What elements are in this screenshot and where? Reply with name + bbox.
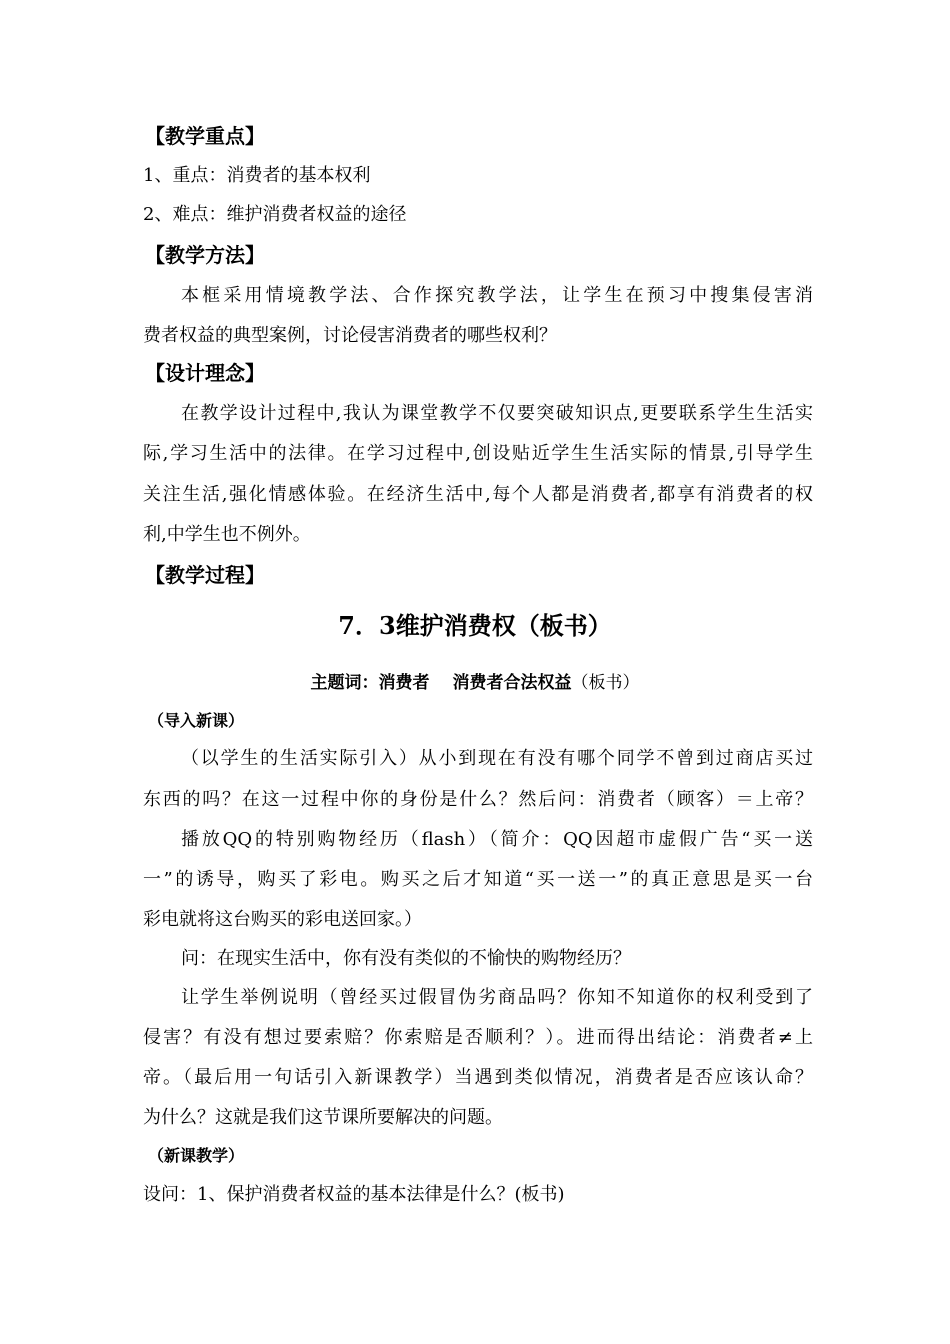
paragraph-line: 侵害？有没有想过要索赔？你索赔是否顺利？）。进而得出结论：消费者≠上 bbox=[143, 1027, 813, 1048]
lesson-theme-note: （板书） bbox=[571, 673, 640, 693]
paragraph-line: 问：在现实生活中，你有没有类似的不愉快的购物经历？ bbox=[181, 948, 631, 969]
paragraph-line: 一”的诱导，购买了彩电。购买之后才知道“买一送一”的真正意思是买一台 bbox=[143, 869, 813, 890]
paragraph-line: 东西的吗？在这一过程中你的身份是什么？然后问：消费者（顾客）＝上帝？ bbox=[143, 789, 813, 810]
lesson-theme bbox=[0, 671, 950, 695]
paragraph-line: 费者权益的典型案例，讨论侵害消费者的哪些权利？ bbox=[143, 325, 557, 346]
heading-new-lesson: （新课教学） bbox=[148, 1146, 245, 1165]
paragraph-line: 在教学设计过程中,我认为课堂教学不仅要突破知识点,更要联系学生生活实 bbox=[181, 403, 813, 424]
paragraph-line: 利,中学生也不例外。 bbox=[143, 524, 311, 545]
heading-key-points: 【教学重点】 bbox=[145, 124, 265, 148]
key-point-item: 2、难点：维护消费者权益的途径 bbox=[143, 204, 407, 225]
paragraph-line: 让学生举例说明（曾经买过假冒伪劣商品吗？你知不知道你的权利受到了 bbox=[181, 987, 813, 1008]
paragraph-line: 际,学习生活中的法律。在学习过程中,创设贴近学生生活实际的情景,引导学生 bbox=[143, 443, 813, 464]
heading-process: 【教学过程】 bbox=[145, 563, 265, 587]
paragraph-line: 关注生活,强化情感体验。在经济生活中,每个人都是消费者,都享有消费者的权 bbox=[143, 484, 813, 505]
paragraph-line: 本框采用情境教学法、合作探究教学法，让学生在预习中搜集侵害消 bbox=[181, 285, 813, 306]
heading-design: 【设计理念】 bbox=[145, 361, 265, 385]
heading-method: 【教学方法】 bbox=[145, 243, 265, 267]
key-point-item: 1、重点：消费者的基本权利 bbox=[143, 165, 371, 186]
paragraph-line: （以学生的生活实际引入）从小到现在有没有哪个同学不曾到过商店买过 bbox=[181, 748, 813, 769]
question-line: 设问：1、保护消费者权益的基本法律是什么？(板书) bbox=[143, 1184, 565, 1205]
heading-intro: （导入新课） bbox=[148, 711, 245, 730]
paragraph-line: 帝。（最后用一句话引入新课教学）当遇到类似情况，消费者是否应该认命？ bbox=[143, 1067, 813, 1088]
paragraph-line: 彩电就将这台购买的彩电送回家。） bbox=[143, 909, 422, 930]
lesson-theme-words: 主题词：消费者 消费者合法权益 bbox=[310, 673, 572, 693]
lesson-title: 7．3维护消费权（板书） bbox=[338, 611, 612, 640]
paragraph-line: 播放QQ的特别购物经历（flash）（简介：QQ因超市虚假广告“买一送 bbox=[181, 829, 813, 850]
paragraph-line: 为什么？这就是我们这节课所要解决的问题。 bbox=[143, 1107, 503, 1128]
